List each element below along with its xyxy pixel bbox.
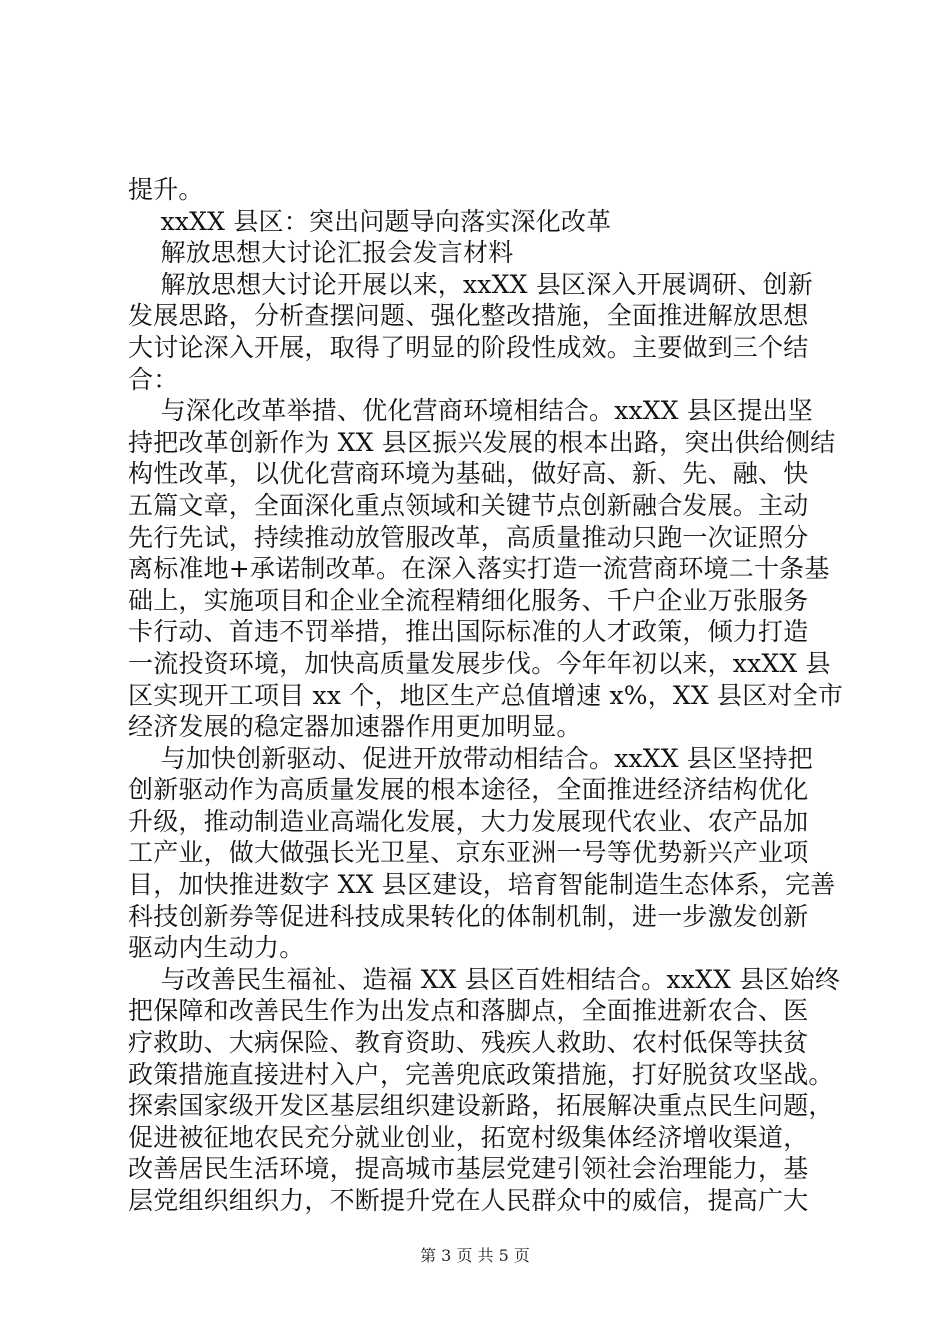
text-line: 卡行动、首违不罚举措，推出国际标准的人才政策，倾力打造 <box>128 617 809 647</box>
section-title: xxXX 县区：突出问题导向落实深化改革 <box>128 206 612 236</box>
text-line: 发展思路，分析查摆问题、强化整改措施，全面推进解放思想 <box>128 301 809 331</box>
text-line: 区实现开工项目 xx 个，地区生产总值增速 x%，XX 县区对全市 <box>128 680 844 710</box>
text-line: 科技创新券等促进科技成果转化的体制机制，进一步激发创新 <box>128 901 809 931</box>
text-line: 础上，实施项目和企业全流程精细化服务、千户企业万张服务 <box>128 585 809 615</box>
text-line: 把保障和改善民生作为出发点和落脚点，全面推进新农合、医 <box>128 996 809 1026</box>
text-line: 升级，推动制造业高端化发展，大力发展现代农业、农产品加 <box>128 806 809 836</box>
text-line: 创新驱动作为高质量发展的根本途径，全面推进经济结构优化 <box>128 775 809 805</box>
text-line: 驱动内生动力。 <box>128 933 305 963</box>
text-line: 合： <box>128 364 179 394</box>
text-line: 促进被征地农民充分就业创业，拓宽村级集体经济增收渠道， <box>128 1122 809 1152</box>
text-line: 解放思想大讨论开展以来，xxXX 县区深入开展调研、创新 <box>128 269 813 299</box>
text-line: 与深化改革举措、优化营商环境相结合。xxXX 县区提出坚 <box>128 396 813 426</box>
text-line: 经济发展的稳定器加速器作用更加明显。 <box>128 712 582 742</box>
text-line: 与改善民生福祉、造福 XX 县区百姓相结合。xxXX 县区始终 <box>128 964 841 994</box>
text-line: 目，加快推进数字 XX 县区建设，培育智能制造生态体系，完善 <box>128 870 836 900</box>
text-line: 一流投资环境，加快高质量发展步伐。今年年初以来，xxXX 县 <box>128 648 831 678</box>
document-body <box>128 174 858 1217</box>
text-line: 离标准地+承诺制改革。在深入落实打造一流营商环境二十条基 <box>128 554 830 584</box>
text-line: 改善居民生活环境，提高城市基层党建引领社会治理能力，基 <box>128 1154 809 1184</box>
text-line: 大讨论深入开展，取得了明显的阶段性成效。主要做到三个结 <box>128 332 809 362</box>
text-line: 工产业，做大做强长光卫星、京东亚洲一号等优势新兴产业项 <box>128 838 809 868</box>
text-line: 先行先试，持续推动放管服改革，高质量推动只跑一次证照分 <box>128 522 809 552</box>
text-line: 疗救助、大病保险、教育资助、残疾人救助、农村低保等扶贫 <box>128 1028 809 1058</box>
text-line: 持把改革创新作为 XX 县区振兴发展的根本出路，突出供给侧结 <box>128 427 836 457</box>
text-line: 层党组织组织力，不断提升党在人民群众中的威信，提高广大 <box>128 1186 809 1215</box>
text-line: 五篇文章，全面深化重点领域和关键节点创新融合发展。主动 <box>128 490 809 520</box>
section-subtitle: 解放思想大讨论汇报会发言材料 <box>128 238 514 268</box>
text-line: 构性改革，以优化营商环境为基础，做好高、新、先、融、快 <box>128 459 809 489</box>
text-line: 与加快创新驱动、促进开放带动相结合。xxXX 县区坚持把 <box>128 743 813 773</box>
page-number-footer: 第 3 页 共 5 页 <box>420 1246 530 1265</box>
text-line: 政策措施直接进村入户，完善兜底政策措施，打好脱贫攻坚战。 <box>128 1059 834 1089</box>
text-line: 探索国家级开发区基层组织建设新路，拓展解决重点民生问题， <box>128 1091 834 1121</box>
text-line: 提升。 <box>128 175 204 204</box>
